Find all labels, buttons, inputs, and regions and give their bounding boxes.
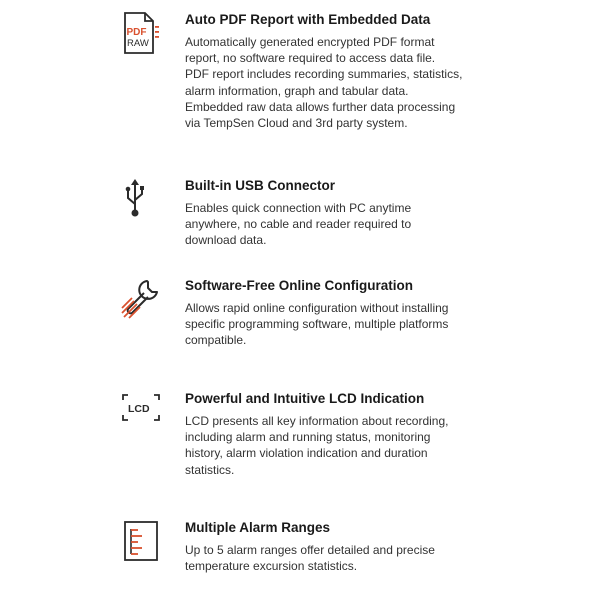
- description-line: alarm information, graph and tabular data.: [185, 83, 409, 98]
- alarm-ranges-icon: [120, 520, 162, 562]
- feature-title: Auto PDF Report with Embedded Data: [185, 12, 431, 27]
- description-line: LCD presents all key information about recording,: [185, 414, 449, 428]
- feature-title: Software-Free Online Configuration: [185, 278, 414, 293]
- description-line: Automatically generated encrypted PDF format: [185, 35, 435, 49]
- feature-description: [185, 300, 485, 349]
- description-line: download data.: [185, 233, 267, 248]
- description-line: Allows rapid online configuration without installing: [185, 301, 449, 315]
- description-line: temperature excursion statistics.: [185, 559, 358, 574]
- description-line: via TempSen Cloud and 3rd party system.: [185, 116, 408, 131]
- feature-description: [185, 413, 485, 478]
- description-line: specific programming software, multiple platforms: [185, 317, 449, 332]
- raw-icon-label: RAW: [127, 38, 149, 49]
- wrench-icon: [120, 278, 162, 320]
- pdf-icon-label: PDF: [126, 27, 147, 38]
- lcd-icon-label: LCD: [128, 403, 150, 415]
- feature-title: Multiple Alarm Ranges: [185, 520, 331, 535]
- lcd-icon: [120, 391, 162, 433]
- feature-title: Powerful and Intuitive LCD Indication: [185, 391, 425, 406]
- description-line: anywhere, no cable and reader required to: [185, 217, 412, 232]
- description-line: Up to 5 alarm ranges offer detailed and precise: [185, 543, 435, 557]
- usb-icon: [120, 178, 162, 220]
- feature-description: [185, 34, 485, 131]
- feature-title: Built-in USB Connector: [185, 178, 335, 193]
- feature-description: [185, 200, 485, 249]
- description-line: Enables quick connection with PC anytime: [185, 201, 412, 215]
- description-line: PDF report includes recording summaries, statistics,: [185, 67, 463, 82]
- description-line: history, alarm violation indication and duration: [185, 446, 428, 461]
- pdf-raw-file-icon: [120, 12, 162, 54]
- description-line: compatible.: [185, 333, 247, 348]
- description-line: report, no software required to access data file.: [185, 51, 436, 66]
- description-line: including alarm and running status, monitoring: [185, 430, 431, 445]
- description-line: statistics.: [185, 462, 235, 477]
- description-line: Embedded raw data allows further data processing: [185, 99, 456, 114]
- feature-description: [185, 542, 485, 574]
